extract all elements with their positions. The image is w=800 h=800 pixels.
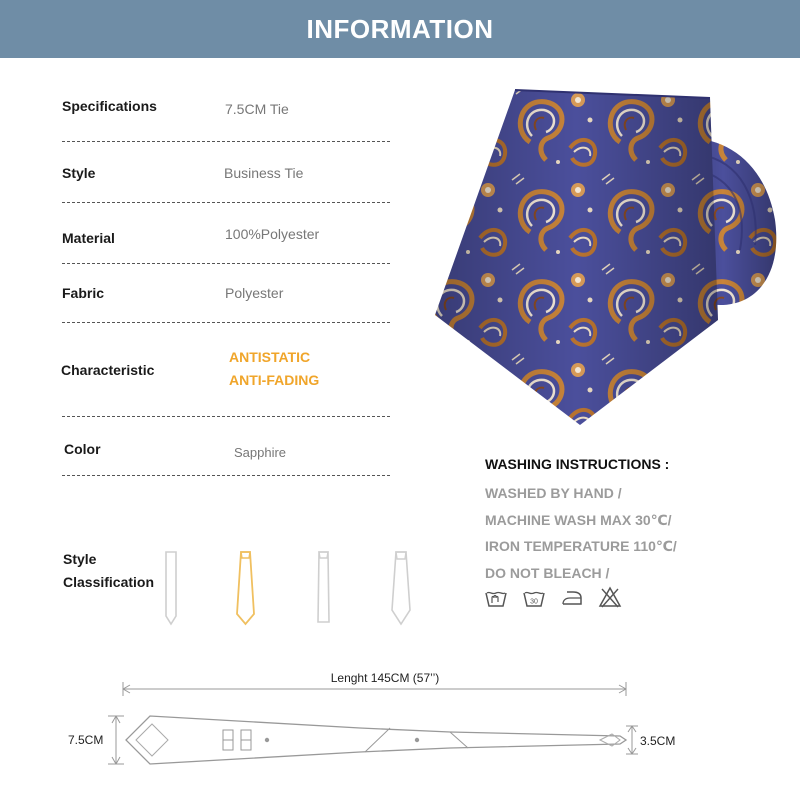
tie-style-standard-selected — [237, 552, 254, 624]
tie-style-slim — [318, 552, 329, 622]
style-classification-ties — [150, 548, 430, 628]
tie-style-skinny — [166, 552, 176, 624]
spec-label-color: Color — [64, 441, 101, 457]
narrow-end-label: 3.5CM — [640, 734, 676, 748]
page-title: INFORMATION — [306, 13, 494, 44]
hand-wash-icon — [484, 585, 508, 609]
divider — [62, 263, 390, 264]
care-icons — [484, 585, 622, 609]
style-classification-label — [63, 548, 154, 594]
spec-value-color: Sapphire — [234, 445, 287, 460]
divider — [62, 141, 390, 142]
divider — [62, 202, 390, 203]
divider — [62, 475, 390, 476]
no-bleach-icon — [598, 585, 622, 609]
tie-product-photo — [420, 80, 800, 425]
spec-value-specifications: 7.5CM Tie — [225, 101, 289, 117]
wash-line-machine: MACHINE WASH MAX 30℃/ — [485, 511, 672, 528]
spec-label-specifications: Specifications — [62, 98, 157, 114]
wide-end-label: 7.5CM — [68, 733, 104, 747]
wash-temp-text: 30 — [530, 598, 538, 606]
wash-line-bleach: DO NOT BLEACH / — [485, 564, 610, 581]
spec-value-characteristic — [229, 346, 319, 392]
machine-wash-30-icon — [522, 585, 546, 609]
characteristic-anti-fading: ANTI-FADING — [229, 372, 320, 388]
washing-instructions — [485, 456, 677, 586]
style-label-line1: Style — [63, 551, 97, 567]
spec-value-fabric: Polyester — [225, 285, 284, 301]
spec-value-style: Business Tie — [224, 165, 304, 181]
characteristic-antistatic: ANTISTATIC — [229, 349, 311, 365]
spec-label-characteristic: Characteristic — [61, 362, 155, 378]
length-label: Lenght 145CM (57’’) — [330, 671, 440, 685]
header-banner — [0, 0, 800, 58]
spec-value-material: 100%Polyester — [225, 226, 320, 242]
style-label-line2: Classification — [63, 574, 155, 590]
spec-label-style: Style — [62, 165, 96, 181]
iron-icon — [560, 585, 584, 609]
spec-label-fabric: Fabric — [62, 285, 105, 301]
spec-label-material: Material — [62, 230, 115, 246]
wash-line-hand: WASHED BY HAND / — [485, 485, 622, 501]
divider — [62, 416, 390, 417]
tie-dimension-diagram — [60, 660, 760, 780]
divider — [62, 322, 390, 323]
washing-title: WASHING INSTRUCTIONS : — [485, 456, 670, 472]
tie-style-wide — [392, 552, 410, 624]
wash-line-iron: IRON TEMPERATURE 110℃/ — [485, 538, 677, 554]
